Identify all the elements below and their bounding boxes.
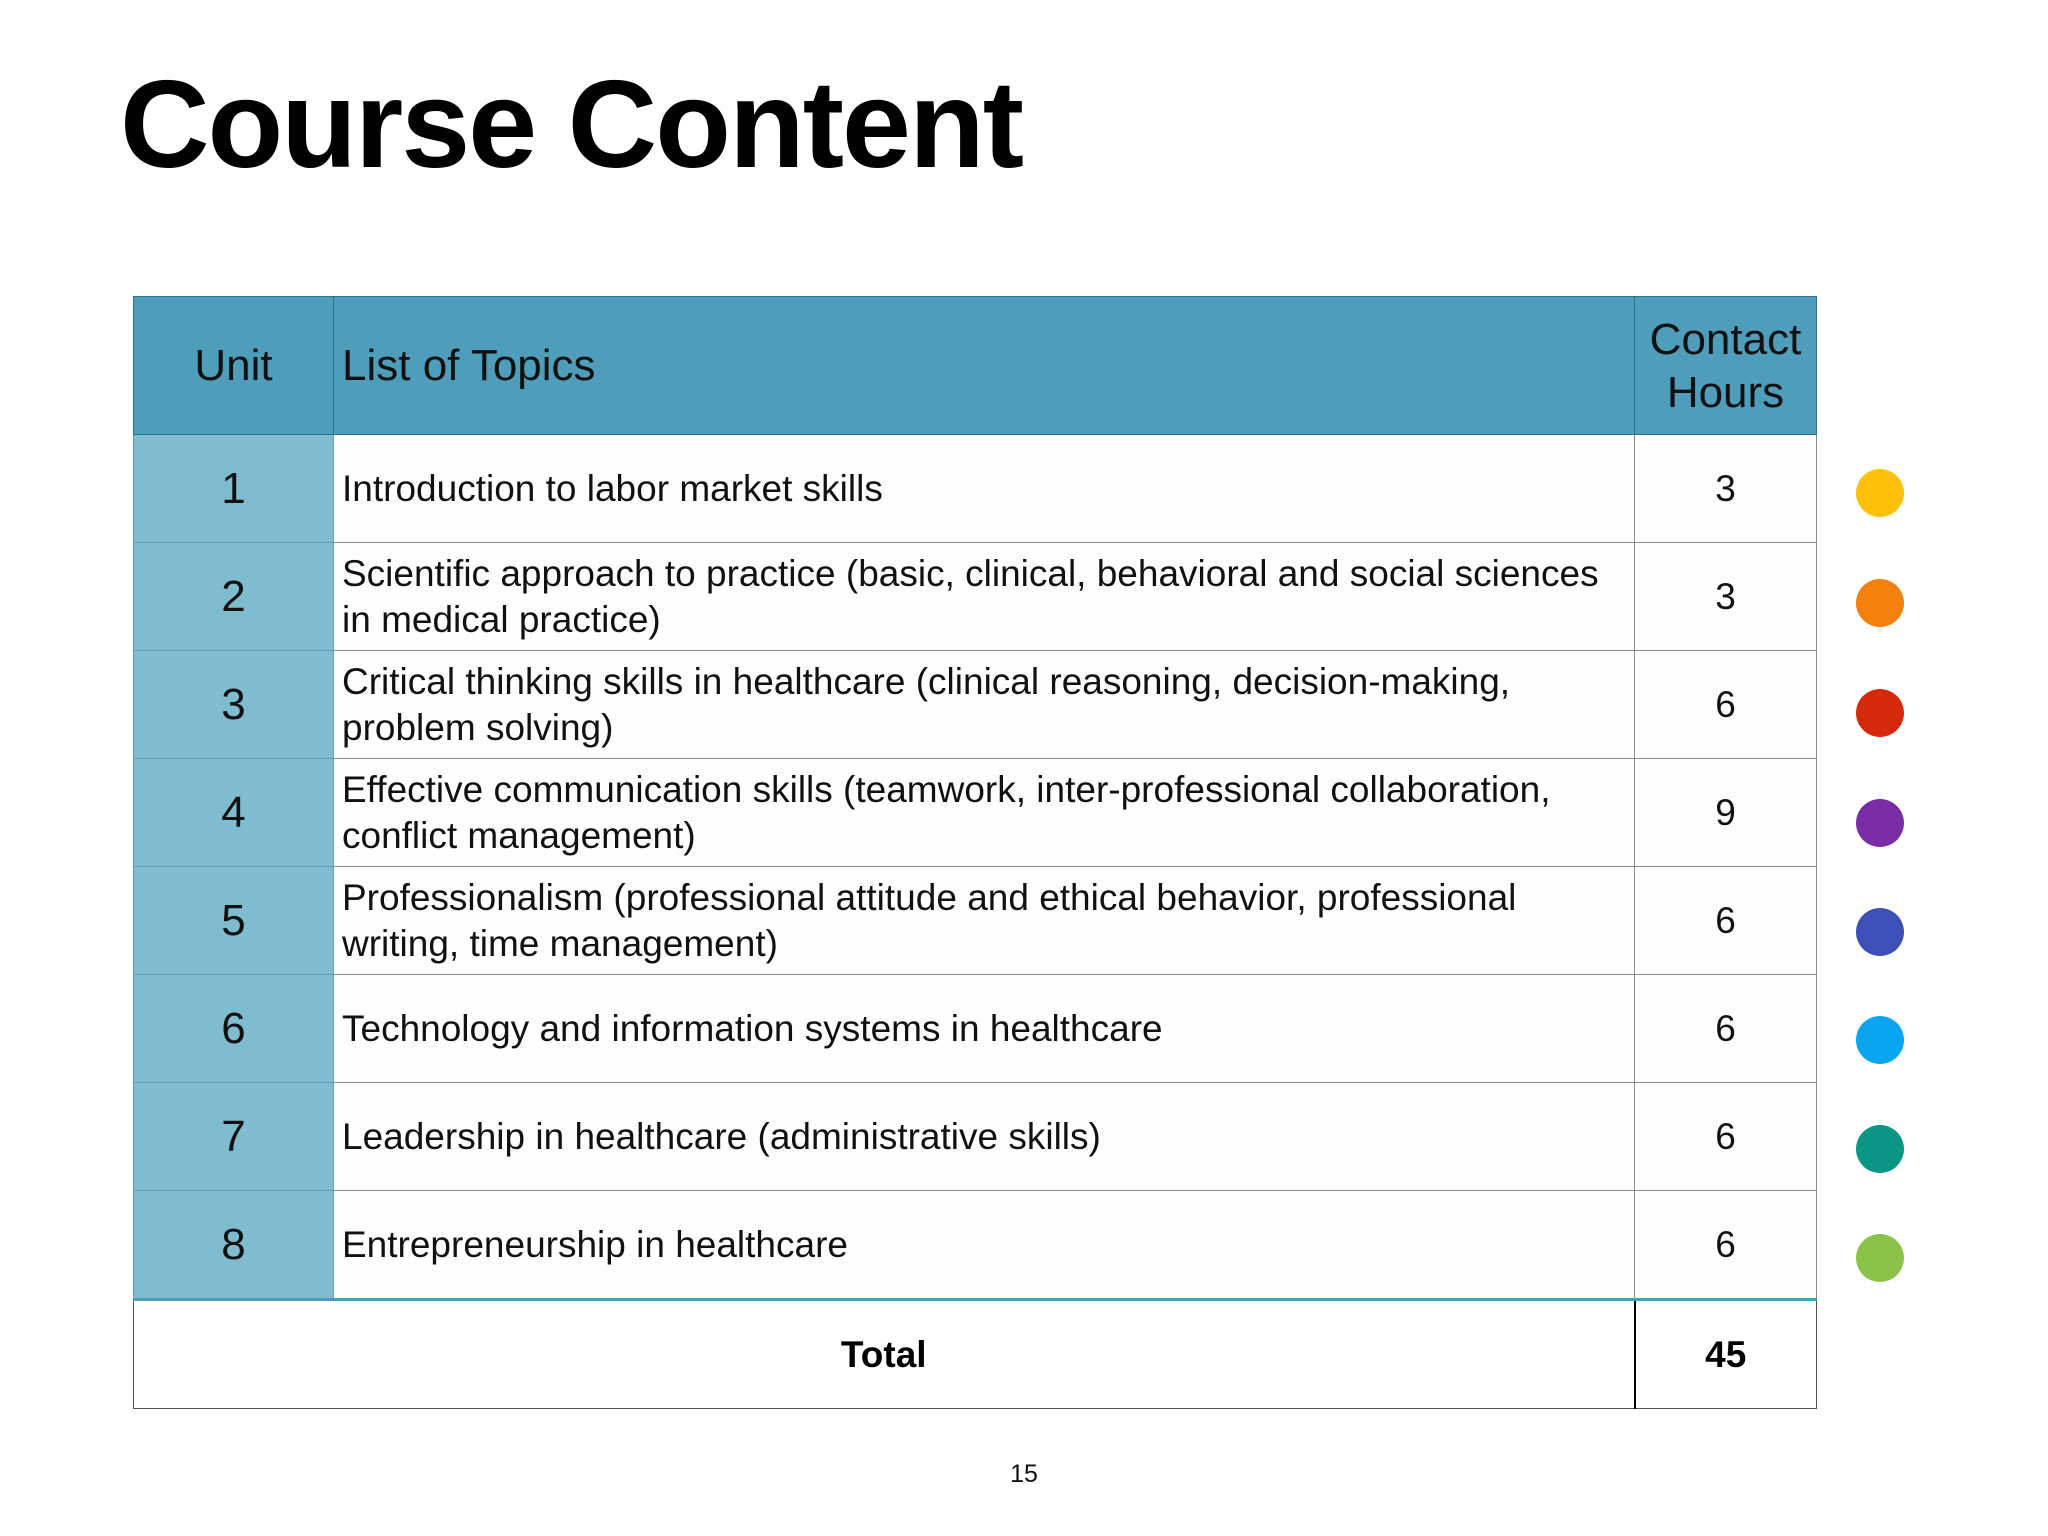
topic-text: Entrepreneurship in healthcare — [334, 1191, 1635, 1300]
unit-4-color-dot — [1856, 799, 1904, 847]
topic-text: Critical thinking skills in healthcare (clinical reasoning, decision-making, problem solving) — [334, 651, 1635, 759]
topic-text: Scientific approach to practice (basic, clinical, behavioral and social sciences in medical practice) — [334, 543, 1635, 651]
contact-hours-header-line1: Contact — [1649, 314, 1802, 364]
topic-text: Introduction to labor market skills — [334, 435, 1635, 543]
topic-text: Technology and information systems in healthcare — [334, 975, 1635, 1083]
unit-6-color-dot — [1856, 1016, 1904, 1064]
topic-text: Leadership in healthcare (administrative skills) — [334, 1083, 1635, 1191]
unit-8-color-dot — [1856, 1234, 1904, 1282]
unit-5-color-dot — [1856, 908, 1904, 956]
table-row — [134, 651, 1817, 759]
unit-number: 6 — [134, 975, 334, 1083]
unit-column-header: Unit — [134, 297, 334, 435]
table-row — [134, 435, 1817, 543]
topics-column-header: List of Topics — [334, 297, 1635, 435]
contact-hours-value: 6 — [1635, 975, 1817, 1083]
total-label: Total — [134, 1300, 1635, 1409]
slide-title: Course Content — [120, 56, 1022, 194]
contact-hours-header-line2: Hours — [1666, 367, 1785, 417]
unit-number: 1 — [134, 435, 334, 543]
contact-hours-value: 6 — [1635, 1083, 1817, 1191]
contact-hours-value: 6 — [1635, 651, 1817, 759]
total-hours-value: 45 — [1635, 1300, 1817, 1409]
table-row — [134, 975, 1817, 1083]
table-header-row — [134, 297, 1817, 435]
unit-number: 3 — [134, 651, 334, 759]
table-row — [134, 543, 1817, 651]
topic-text: Effective communication skills (teamwork, inter-professional collaboration, conflict management) — [334, 759, 1635, 867]
unit-number: 8 — [134, 1191, 334, 1300]
table-row — [134, 759, 1817, 867]
course-content-table — [133, 296, 1817, 1409]
unit-2-color-dot — [1856, 579, 1904, 627]
unit-number: 4 — [134, 759, 334, 867]
contact-hours-value: 3 — [1635, 435, 1817, 543]
page-number: 15 — [1010, 1460, 1038, 1488]
unit-7-color-dot — [1856, 1125, 1904, 1173]
topic-text: Professionalism (professional attitude and ethical behavior, professional writing, time management) — [334, 867, 1635, 975]
table-row — [134, 1191, 1817, 1300]
unit-1-color-dot — [1856, 469, 1904, 517]
unit-3-color-dot — [1856, 689, 1904, 737]
unit-number: 7 — [134, 1083, 334, 1191]
total-row — [134, 1300, 1817, 1409]
contact-hours-value: 6 — [1635, 1191, 1817, 1300]
contact-hours-value: 6 — [1635, 867, 1817, 975]
contact-hours-value: 3 — [1635, 543, 1817, 651]
unit-number: 5 — [134, 867, 334, 975]
table-row — [134, 867, 1817, 975]
table-row — [134, 1083, 1817, 1191]
contact-hours-value: 9 — [1635, 759, 1817, 867]
contact-hours-column-header — [1635, 297, 1817, 435]
unit-number: 2 — [134, 543, 334, 651]
